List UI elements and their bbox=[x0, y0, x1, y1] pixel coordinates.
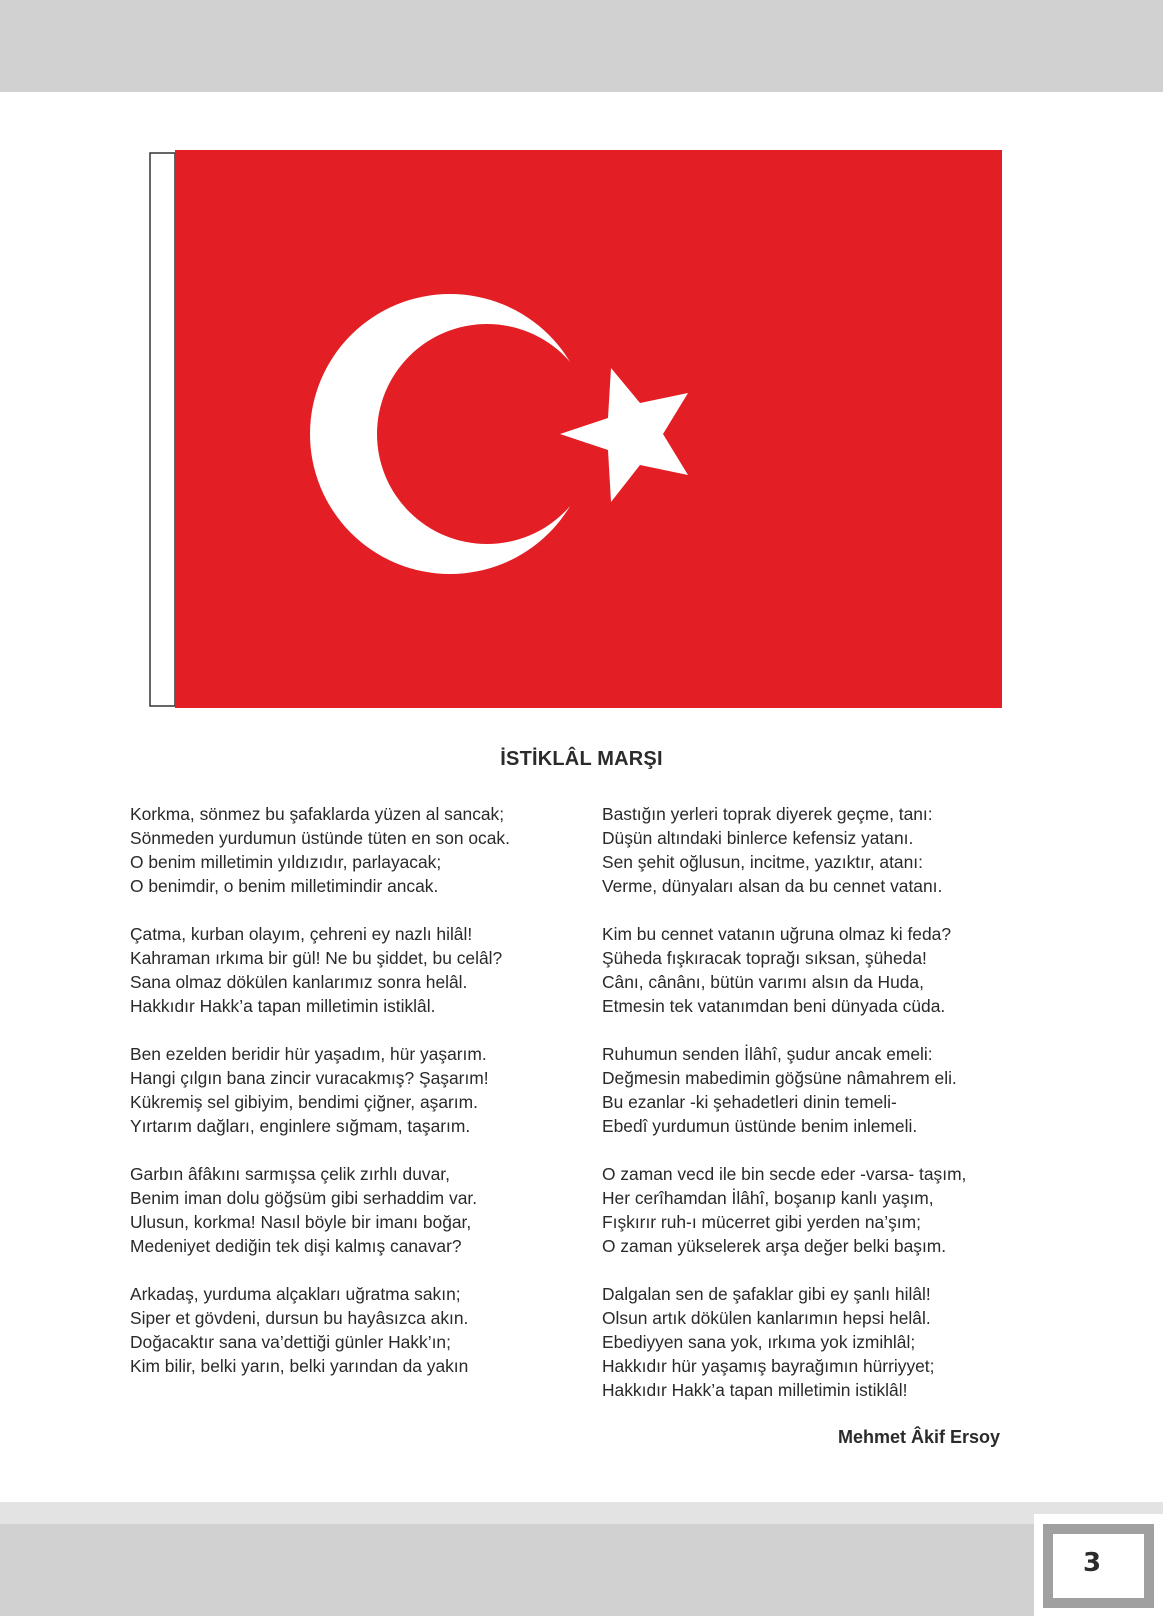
verse-line: Sönmeden yurdumun üstünde tüten en son ocak. bbox=[130, 828, 510, 848]
verse-line: Korkma, sönmez bu şafaklarda yüzen al sancak; bbox=[130, 804, 505, 824]
footer-light-band bbox=[0, 1502, 1163, 1524]
verse-line: Dalgalan sen de şafaklar gibi ey şanlı hilâl! bbox=[602, 1284, 931, 1304]
stanza bbox=[602, 1282, 1042, 1402]
verse-line: O zaman yükselerek arşa değer belki başım. bbox=[602, 1236, 947, 1256]
verse-line: Ebedî yurdumun üstünde benim inlemeli. bbox=[602, 1116, 918, 1136]
verse-line: Kim bilir, belki yarın, belki yarından da yakın bbox=[130, 1356, 469, 1376]
verse-line: Doğacaktır sana va’dettiği günler Hakk’ın; bbox=[130, 1332, 451, 1352]
verse-line: Değmesin mabedimin göğsüne nâmahrem eli. bbox=[602, 1068, 957, 1088]
stanza bbox=[602, 922, 1042, 1018]
verse-line: Benim iman dolu göğsüm gibi serhaddim var. bbox=[130, 1188, 478, 1208]
verse-line: Sen şehit oğlusun, incitme, yazıktır, atanı: bbox=[602, 852, 923, 872]
page-number: 3 bbox=[1083, 1548, 1102, 1578]
poem-right-column bbox=[602, 802, 1042, 1426]
stanza bbox=[130, 1282, 590, 1378]
verse-line: Çatma, kurban olayım, çehreni ey nazlı hilâl! bbox=[130, 924, 473, 944]
flag-hoist bbox=[150, 153, 175, 706]
verse-line: Kim bu cennet vatanın uğruna olmaz ki feda? bbox=[602, 924, 951, 944]
verse-line: Ebediyyen sana yok, ırkıma yok izmihlâl; bbox=[602, 1332, 916, 1352]
verse-line: Her cerîhamdan İlâhî, boşanıp kanlı yaşım, bbox=[602, 1188, 934, 1208]
page-number-box bbox=[1043, 1524, 1154, 1608]
verse-line: Ulusun, korkma! Nasıl böyle bir imanı boğar, bbox=[130, 1212, 472, 1232]
footer-band bbox=[0, 1524, 1034, 1616]
stanza bbox=[130, 802, 590, 898]
verse-line: Bu ezanlar -ki şehadetleri dinin temeli- bbox=[602, 1092, 897, 1112]
verse-line: O benimdir, o benim milletimindir ancak. bbox=[130, 876, 439, 896]
verse-line: Hangi çılgın bana zincir vuracakmış? Şaşarım! bbox=[130, 1068, 489, 1088]
verse-line: Şüheda fışkıracak toprağı sıksan, şüheda! bbox=[602, 948, 927, 968]
verse-line: Medeniyet dediğin tek dişi kalmış canavar? bbox=[130, 1236, 462, 1256]
verse-line: Etmesin tek vatanımdan beni dünyada cüda. bbox=[602, 996, 946, 1016]
verse-line: O benim milletimin yıldızıdır, parlayacak; bbox=[130, 852, 442, 872]
verse-line: Verme, dünyaları alsan da bu cennet vatanı. bbox=[602, 876, 943, 896]
stanza bbox=[602, 1042, 1042, 1138]
poem-author: Mehmet Âkif Ersoy bbox=[837, 1427, 1000, 1447]
stanza bbox=[130, 1042, 590, 1138]
stanza bbox=[602, 1162, 1042, 1258]
verse-line: Ben ezelden beridir hür yaşadım, hür yaşarım. bbox=[130, 1044, 487, 1064]
turkish-flag bbox=[148, 148, 1004, 710]
verse-line: Sana olmaz dökülen kanlarımız sonra helâl. bbox=[130, 972, 468, 992]
stanza bbox=[602, 802, 1042, 898]
header-band bbox=[0, 0, 1163, 92]
verse-line: Hakkıdır Hakk’a tapan milletimin istiklâl! bbox=[602, 1380, 908, 1400]
stanza bbox=[130, 1162, 590, 1258]
verse-line: Yırtarım dağları, enginlere sığmam, taşarım. bbox=[130, 1116, 471, 1136]
verse-line: Olsun artık dökülen kanlarımın hepsi helâl. bbox=[602, 1308, 931, 1328]
verse-line: Siper et gövdeni, dursun bu hayâsızca akın. bbox=[130, 1308, 469, 1328]
verse-line: Garbın âfâkını sarmışsa çelik zırhlı duvar, bbox=[130, 1164, 450, 1184]
verse-line: Fışkırır ruh-ı mücerret gibi yerden na’şım; bbox=[602, 1212, 921, 1232]
verse-line: Düşün altındaki binlerce kefensiz yatanı. bbox=[602, 828, 914, 848]
verse-line: Hakkıdır hür yaşamış bayrağımın hürriyyet; bbox=[602, 1356, 935, 1376]
stanza bbox=[130, 922, 590, 1018]
verse-line: Arkadaş, yurduma alçakları uğratma sakın; bbox=[130, 1284, 461, 1304]
verse-line: Bastığın yerleri toprak diyerek geçme, tanı: bbox=[602, 804, 933, 824]
verse-line: O zaman vecd ile bin secde eder -varsa- taşım, bbox=[602, 1164, 967, 1184]
verse-line: Ruhumun senden İlâhî, şudur ancak emeli: bbox=[602, 1044, 933, 1064]
poem-title: İSTİKLÂL MARŞI bbox=[500, 748, 663, 770]
verse-line: Kahraman ırkıma bir gül! Ne bu şiddet, bu celâl? bbox=[130, 948, 503, 968]
poem-left-column bbox=[130, 802, 590, 1402]
verse-line: Cânı, cânânı, bütün varımı alsın da Huda, bbox=[602, 972, 924, 992]
verse-line: Hakkıdır Hakk’a tapan milletimin istiklâl. bbox=[130, 996, 436, 1016]
verse-line: Kükremiş sel gibiyim, bendimi çiğner, aşarım. bbox=[130, 1092, 478, 1112]
